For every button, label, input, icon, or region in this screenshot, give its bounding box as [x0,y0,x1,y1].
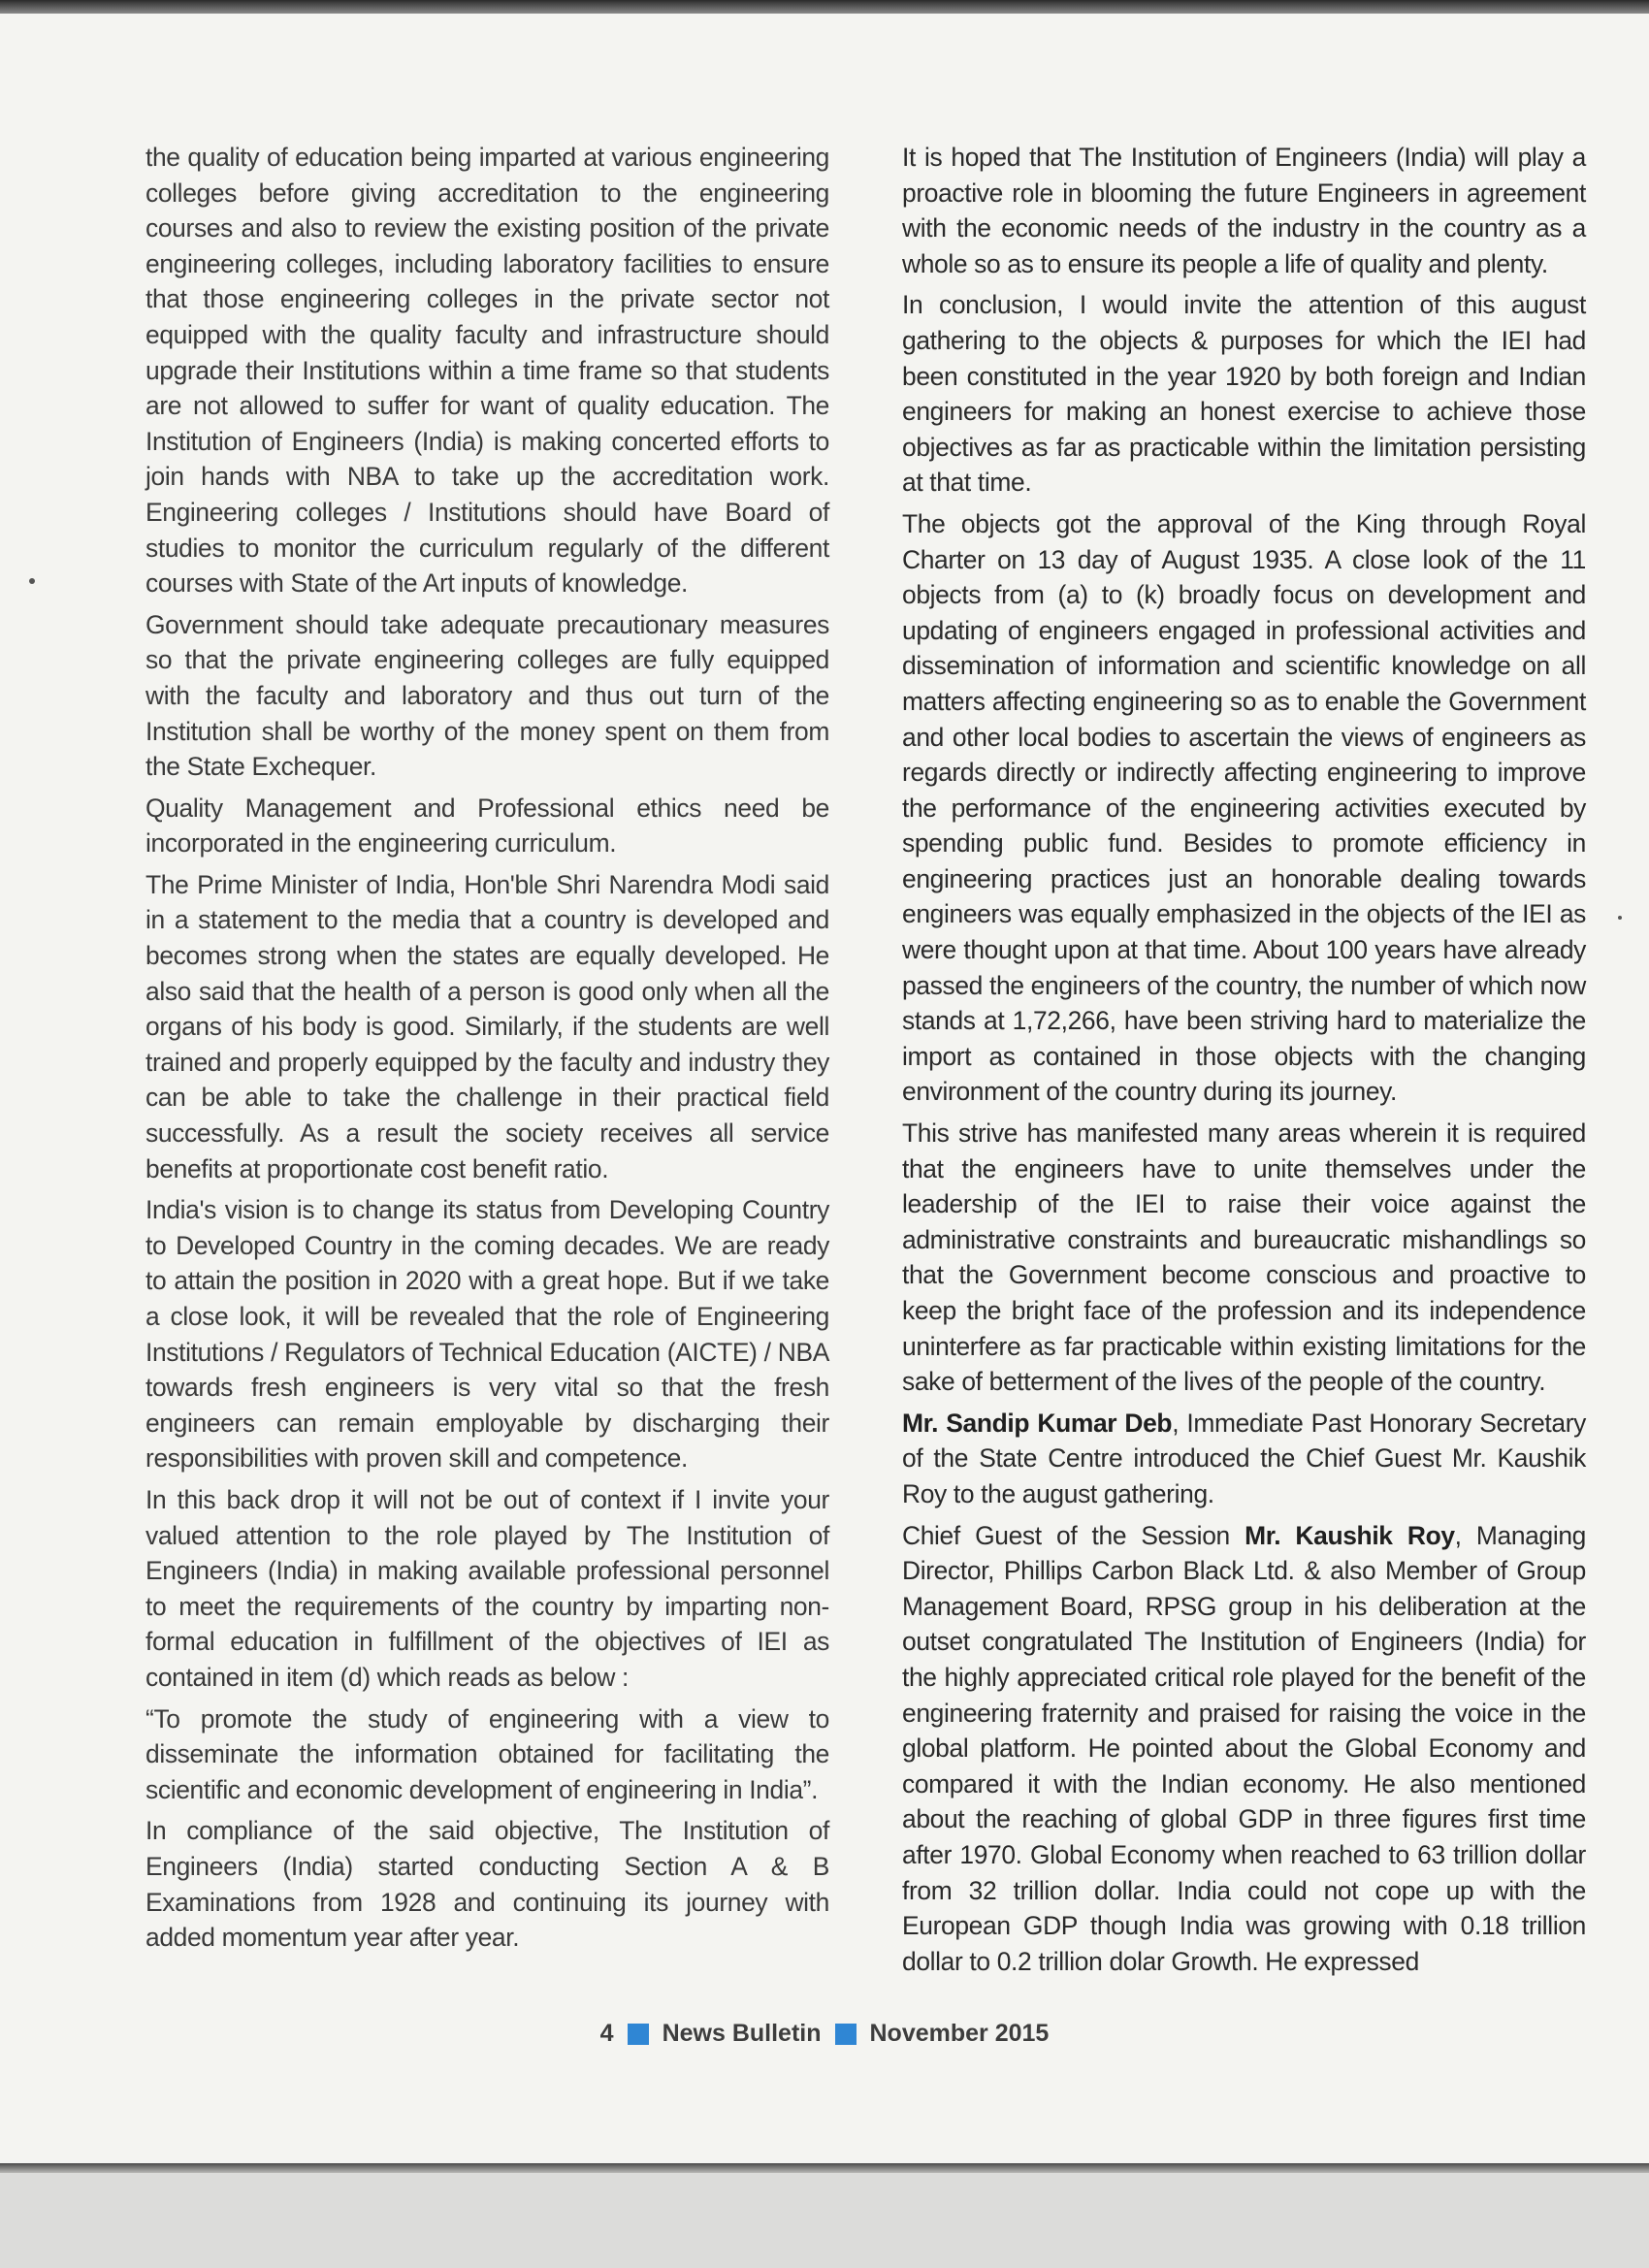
left-paragraph: the quality of education being imparted at various engineering colleges before giving accreditation to the engineering courses and also to review the existing position of the private engineering colleges, including laboratory facilities to ensure that those engineering colleges in the private sector not equipped with the quality faculty and infrastructure should upgrade their Institutions within a time frame so that students are not allowed to suffer for want of quality education. The Institution of Engineers (India) is making concerted efforts to join hands with NBA to take up the accreditation work. Engineering colleges / Institutions should have Board of studies to monitor the curriculum regularly of the different courses with State of the Art inputs of knowledge. [146,143,829,599]
right-paragraph-chief-guest [902,1518,1586,1980]
left-paragraph: In compliance of the said objective, The Institution of Engineers (India) started conducting Section A & B Examinations from 1928 and continuing its journey with added momentum year after year. [146,1816,829,1953]
publication-name: News Bulletin [662,2020,822,2047]
right-column [902,140,1586,1985]
scan-speck [1618,916,1622,920]
right-paragraph: The objects got the approval of the King through Royal Charter on 13 day of August 1935. A close look of the 11 objects from (a) to (k) broadly focus on development and updating of engineers engaged in professional activities and dissemination of information and scientific knowledge on all matters affecting engineering so as to enable the Government and other local bodies to ascertain the views of engineers as regards directly or indirectly affecting engineering to improve the performance of the engineering activities executed by spending public fund. Besides to promote efficiency in engineering practices just an honorable dealing towards engineers was equally emphasized in the objects of the IEI as were thought upon at that time. About 100 years have already passed the engineers of the country, the number of which now stands at 1,72,266, have been striving hard to materialize the import as contained in those objects with the changing environment of the country during its journey. [902,508,1586,1107]
left-paragraph: India's vision is to change its status from Developing Country to Developed Country in the coming decades. We are ready to attain the position in 2020 with a great hope. But if we take a close look, it will be revealed that the role of Engineering Institutions / Regulators of Technical Education (AICTE) / NBA towards fresh engineers is very vital so that the fresh engineers can remain employable by discharging their responsibilities with proven skill and competence. [146,1195,829,1474]
left-quote-paragraph: “To promote the study of engineering with a view to disseminate the information obtained for facilitating the scientific and economic development of engineering in India”. [146,1703,829,1804]
page-number: 4 [599,2020,614,2047]
left-paragraph: In this back drop it will not be out of context if I invite your valued attention to the role played by The Institution of Engineers (India) in making available professional personnel to meet the requirements of the country by imparting non-formal education in fulfillment of the objectives of IEI as contained in item (d) which reads as below : [146,1484,829,1692]
paragraph-text: , Managing Director, Phillips Carbon Black Ltd. & also Member of Group Management Board, RPSG group in his deliberation at the outset congratulated The Institution of Engineers (India) for the highly appreciated critical role played for the benefit of the engineering fraternity and praised for raising the voice in the global platform. He pointed about the Global Economy and compared it with the Indian economy. He also mentioned about the reaching of global GDP in three figures first time after 1970. Global Economy when reached to 63 trillion dollar from 32 trillion dollar. India could not cope up with the European GDP though India was growing with 0.18 trillion dollar to 0.2 trillion dolar Growth. He expressed [902,1520,1587,1976]
scan-top-edge [0,0,1649,14]
left-column [146,140,829,1961]
scan-speck [29,578,35,584]
right-paragraph-introduction [902,1406,1586,1512]
left-paragraph: Government should take adequate precautionary measures so that the private engineering colleges are fully equipped with the faculty and laboratory and thus out turn of the Institution shall be worthy of the money spent on them from the State Exchequer. [146,609,829,782]
left-paragraph: Quality Management and Professional ethics need be incorporated in the engineering curriculum. [146,793,829,859]
paragraph-lead: Chief Guest of the Session [902,1520,1245,1550]
issue-date: November 2015 [869,2020,1050,2047]
blue-square-icon [628,2024,649,2045]
right-paragraph: It is hoped that The Institution of Engineers (India) will play a proactive role in blooming the future Engineers in agreement with the economic needs of the industry in the country as a whole so as to ensure its people a life of quality and plenty. [902,143,1586,278]
page-footer [0,2020,1649,2048]
page-bottom-shadow [0,2163,1649,2173]
right-paragraph: This strive has manifested many areas wherein it is required that the engineers have to unite themselves under the leadership of the IEI to raise their voice against the administrative constraints and bureaucratic mishandlings so that the Government become conscious and proactive to keep the bright face of the profession and its independence uninterfere as far practicable within existing limitations for the sake of betterment of the lives of the people of the country. [902,1118,1586,1397]
right-paragraph: In conclusion, I would invite the attention of this august gathering to the objects & purposes for which the IEI had been constituted in the year 1920 by both foreign and Indian engineers for making an honest exercise to achieve those objectives as far as practicable within the limitation persisting at that time. [902,290,1586,498]
paragraph-text: , Immediate Past Honorary Secretary of the State Centre introduced the Chief Guest Mr. Kaushik Roy to the august gathering. [902,1408,1586,1508]
scanner-background [0,2173,1649,2268]
chief-guest-name: Mr. Kaushik Roy [1245,1520,1455,1550]
document-page [0,14,1649,2163]
left-paragraph: The Prime Minister of India, Hon'ble Shri Narendra Modi said in a statement to the media that a country is developed and becomes strong when the states are equally developed. He also said that the health of a person is good only when all the organs of his body is good. Similarly, if the students are well trained and properly equipped by the faculty and industry they can be able to take the challenge in their practical field successfully. As a result the society receives all service benefits at proportionate cost benefit ratio. [146,869,829,1183]
speaker-name: Mr. Sandip Kumar Deb [902,1408,1173,1438]
blue-square-icon [835,2024,857,2045]
